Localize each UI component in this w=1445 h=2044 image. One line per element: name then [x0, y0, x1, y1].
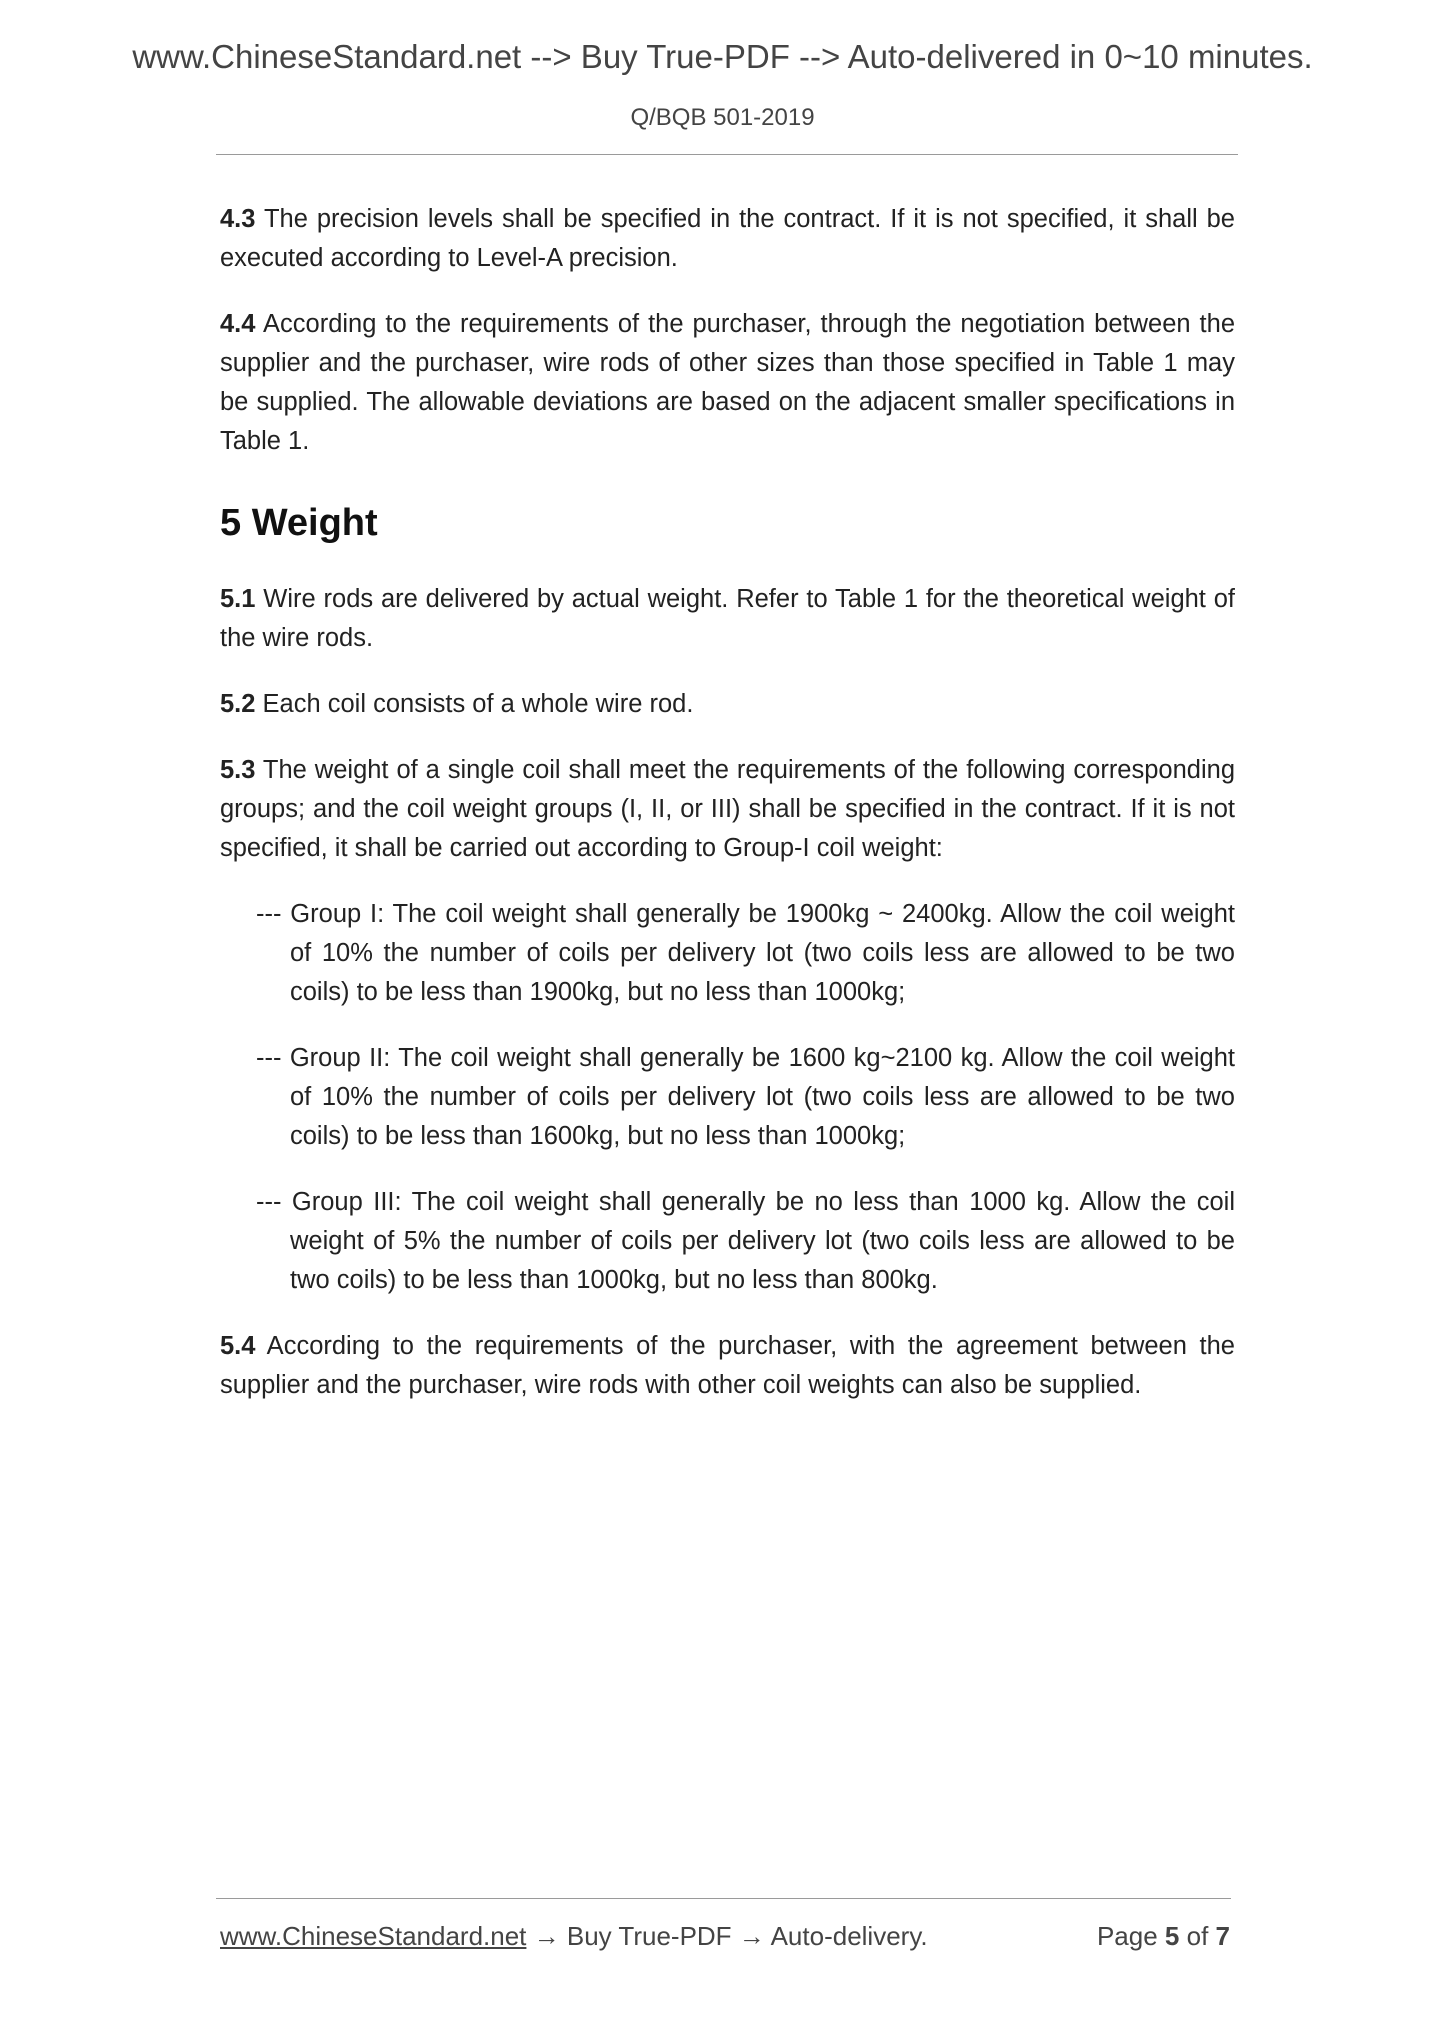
clause-text: Wire rods are delivered by actual weight. Refer to Table 1 for the theoretical weight of the wire rods. [220, 585, 1235, 652]
document-number: Q/BQB 501-2019 [630, 104, 815, 131]
site-banner: www.ChineseStandard.net --> Buy True-PDF --> Auto-delivered in 0~10 minutes. [132, 38, 1313, 75]
clause-number: 5.1 [220, 585, 256, 613]
clause-number: 5.4 [220, 1332, 256, 1360]
page-total: 7 [1215, 1921, 1230, 1951]
clause-text: Each coil consists of a whole wire rod. [255, 690, 694, 718]
section-heading-weight: 5 Weight [220, 502, 378, 544]
clause-number: 4.3 [220, 205, 256, 233]
header-divider [216, 154, 1238, 155]
clause-text: According to the requirements of the purchaser, with the agreement between the supplier and the purchaser, wire rods with other coil weights can also be supplied. [220, 1332, 1235, 1399]
page-of: of [1186, 1921, 1209, 1951]
clause-5-3 [220, 751, 1235, 868]
footer-site-link[interactable]: www.ChineseStandard.net [220, 1921, 527, 1951]
clause-4-3 [220, 200, 1235, 278]
page-content [220, 200, 1235, 1432]
clause-number: 5.2 [220, 690, 256, 718]
footer-links [220, 1921, 928, 1952]
clause-text: The weight of a single coil shall meet the requirements of the following corresponding groups; and the coil weight groups (I, II, or III) shall be specified in the contract. If it is not specified, it shall be carried out according to Group-I coil weight: [220, 756, 1235, 862]
clause-5-1 [220, 580, 1235, 658]
page-current: 5 [1164, 1921, 1180, 1951]
clause-text: The precision levels shall be specified in the contract. If it is not specified, it shall be executed according to Level-A precision. [220, 205, 1235, 272]
clause-text: According to the requirements of the purchaser, through the negotiation between the supplier and the purchaser, wire rods of other sizes than those specified in Table 1 may be supplied. The allowable deviations are based on the adjacent smaller specifications in Table 1. [220, 310, 1235, 455]
clause-5-2 [220, 685, 1235, 724]
clause-5-4 [220, 1327, 1235, 1405]
page-label: Page [1096, 1921, 1158, 1951]
arrow-right-icon: → [731, 1921, 771, 1951]
clause-number: 5.3 [220, 756, 256, 784]
footer-delivery-text: Auto-delivery. [770, 1921, 928, 1951]
footer-buy-text: Buy True-PDF [566, 1921, 732, 1951]
clause-4-4 [220, 305, 1235, 461]
footer-divider [216, 1898, 1231, 1899]
group-item-3: --- Group III: The coil weight shall generally be no less than 1000 kg. Allow the coil weight of 5% the number of coils per delivery lot (two coils less are allowed to be two coils) to be less than 1000kg, but no less than 800kg. [256, 1188, 1235, 1294]
clause-number: 4.4 [220, 310, 256, 338]
page-indicator [1060, 1921, 1230, 1952]
arrow-right-icon: → [526, 1921, 567, 1951]
group-item-2: --- Group II: The coil weight shall generally be 1600 kg~2100 kg. Allow the coil weight of 10% the number of coils per delivery lot (two coils less are allowed to be two coils) to be less than 1600kg, but no less than 1000kg; [256, 1044, 1235, 1150]
group-item-1: --- Group I: The coil weight shall generally be 1900kg ~ 2400kg. Allow the coil weight of 10% the number of coils per delivery lot (two coils less are allowed to be two coils) to be less than 1900kg, but no less than 1000kg; [256, 900, 1235, 1006]
